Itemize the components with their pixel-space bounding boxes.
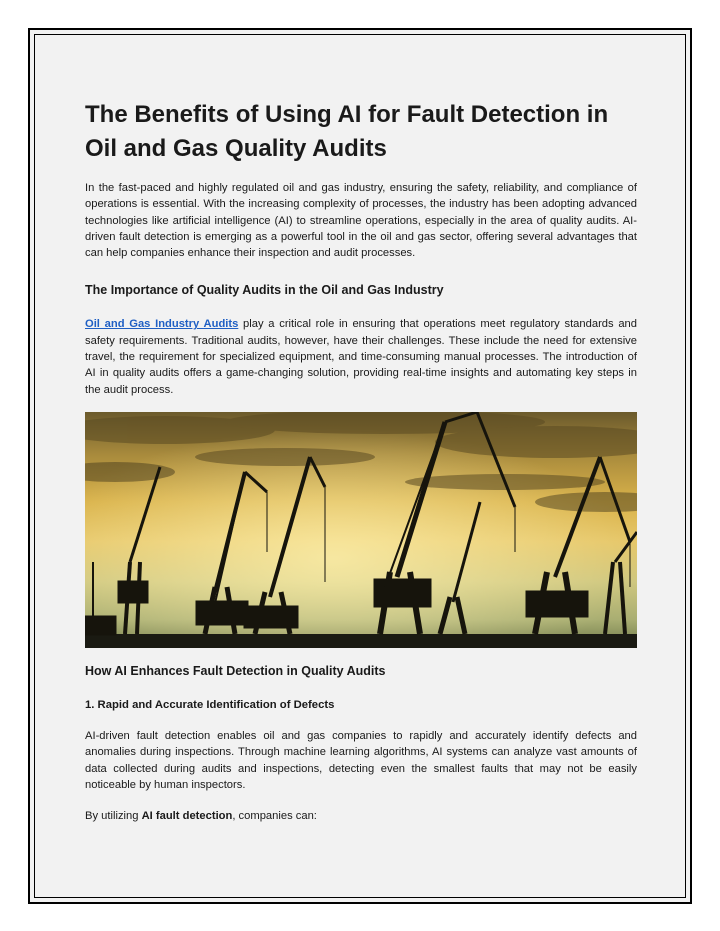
intro-paragraph: In the fast-paced and highly regulated oil and gas industry, ensuring the safety, reliability, and compliance of operations is essential. With the increasing complexity of processes, the industry has been adopting advanced technologies like artificial intelligence (AI) to streamline operations, especially in the area of quality audits. AI-driven fault detection is emerging as a powerful tool in the oil and gas sector, offering several advantages that can help companies enhance their inspection and audit processes. xyxy=(85,182,637,260)
importance-paragraph xyxy=(85,316,637,397)
document-title: The Benefits of Using AI for Fault Detection in Oil and Gas Quality Audits xyxy=(85,101,609,162)
document-content xyxy=(85,98,637,824)
section-heading-ai-fault-detection: How AI Enhances Fault Detection in Quality Audits xyxy=(85,663,386,678)
utilizing-suffix: , companies can: xyxy=(232,810,317,823)
importance-body: play a critical role in ensuring that operations meet regulatory standards and safety requirements. Traditional audits, however, have their challenges. These include the need for extensive travel, the requirement for specialized equipment, and time-consuming manual processes. The introduction of AI in quality audits offers a game-changing solution, providing real-time insights and automating key steps in the audit process. xyxy=(85,318,637,396)
utilizing-bold-term: AI fault detection xyxy=(141,810,233,823)
section-heading-importance: The Importance of Quality Audits in the Oil and Gas Industry xyxy=(85,283,444,298)
utilizing-prefix: By utilizing xyxy=(85,810,142,823)
subheading-rapid-identification: 1. Rapid and Accurate Identification of Defects xyxy=(85,698,335,711)
rapid-identification-paragraph: AI-driven fault detection enables oil and gas companies to rapidly and accurately identify defects and anomalies during inspections. Through machine learning algorithms, AI systems can analyze vast amounts of data collected during audits and inspections, detecting even the smallest faults that may not be easily noticeable by human inspectors. xyxy=(85,729,637,791)
utilizing-paragraph xyxy=(85,808,637,824)
oil-gas-audits-link[interactable]: Oil and Gas Industry Audits xyxy=(85,318,239,331)
cranes-sunset-image xyxy=(85,412,637,648)
